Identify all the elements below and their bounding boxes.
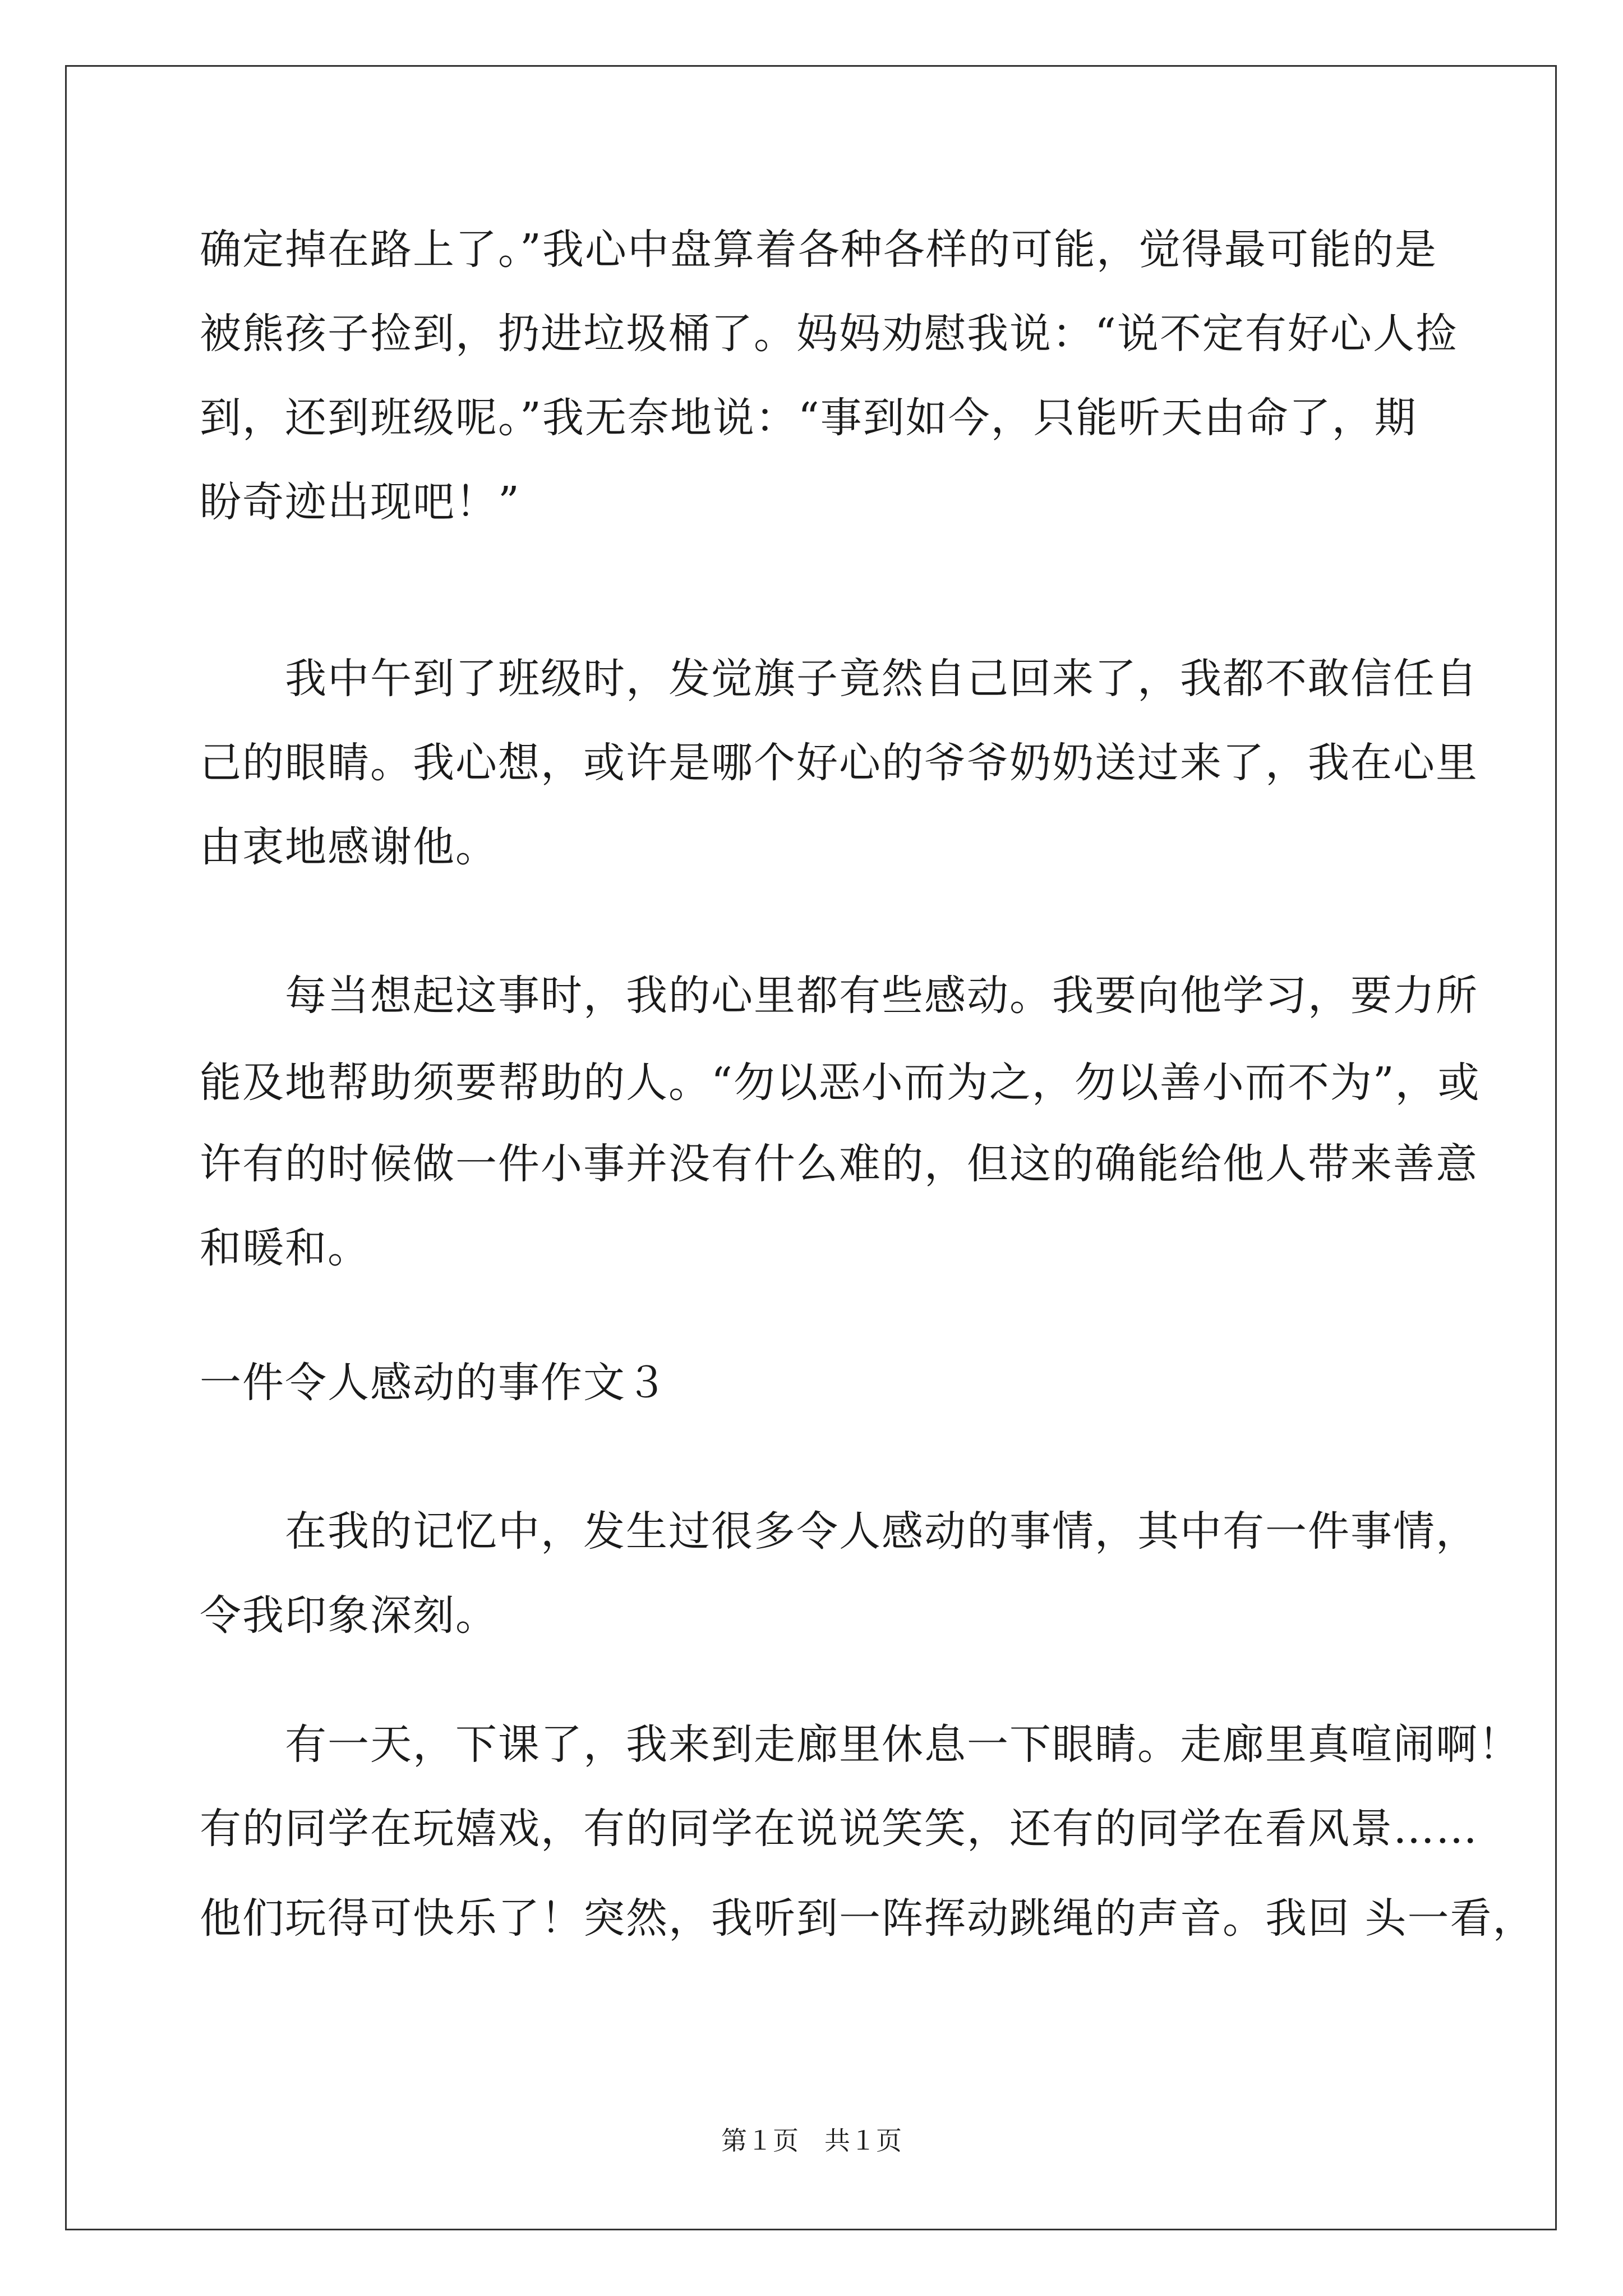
text-line-11: 和暖和。 bbox=[200, 1224, 370, 1272]
page-footer: 第１页 共１页 bbox=[721, 2125, 902, 2156]
text-line-1: 确定掉在路上了。”我心中盘算着各种各样的可能，觉得最可能的是 bbox=[200, 226, 1437, 274]
text-line-5: 我中午到了班级时，发觉旗子竟然自己回来了，我都不敢信任自 bbox=[200, 655, 1478, 703]
text-line-13: 在我的记忆中，发生过很多令人感动的事情，其中有一件事情， bbox=[200, 1507, 1478, 1556]
text-line-16: 有的同学在玩嬉戏，有的同学在说说笑笑，还有的同学在看风景…… bbox=[200, 1805, 1478, 1853]
text-line-15: 有一天，下课了，我来到走廊里休息一下眼睛。走廊里真喧闹啊！ bbox=[200, 1720, 1521, 1769]
text-line-3: 到，还到班级呢。”我无奈地说：“事到如今，只能听天由命了，期 bbox=[200, 394, 1417, 442]
text-line-14: 令我印象深刻。 bbox=[200, 1591, 498, 1640]
text-line-6: 己的眼睛。我心想，或许是哪个好心的爷爷奶奶送过来了，我在心里 bbox=[200, 739, 1478, 787]
text-line-8: 每当想起这事时，我的心里都有些感动。我要向他学习，要力所 bbox=[200, 972, 1478, 1020]
text-line-2: 被熊孩子捡到，扔进垃圾桶了。妈妈劝慰我说：“说不定有好心人捡 bbox=[200, 310, 1458, 358]
text-line-7: 由衷地感谢他。 bbox=[200, 823, 498, 871]
section-heading: 一件令人感动的事作文３ bbox=[200, 1359, 668, 1407]
text-line-4: 盼奇迹出现吧！” bbox=[200, 478, 520, 526]
text-line-9: 能及地帮助须要帮助的人。“勿以恶小而为之，勿以善小而不为”，或 bbox=[200, 1059, 1481, 1107]
text-line-17: 他们玩得可快乐了！突然，我听到一阵挥动跳绳的声音。我回 头一看， bbox=[200, 1894, 1536, 1943]
text-line-10: 许有的时候做一件小事并没有什么难的，但这的确能给他人带来善意 bbox=[200, 1140, 1478, 1188]
